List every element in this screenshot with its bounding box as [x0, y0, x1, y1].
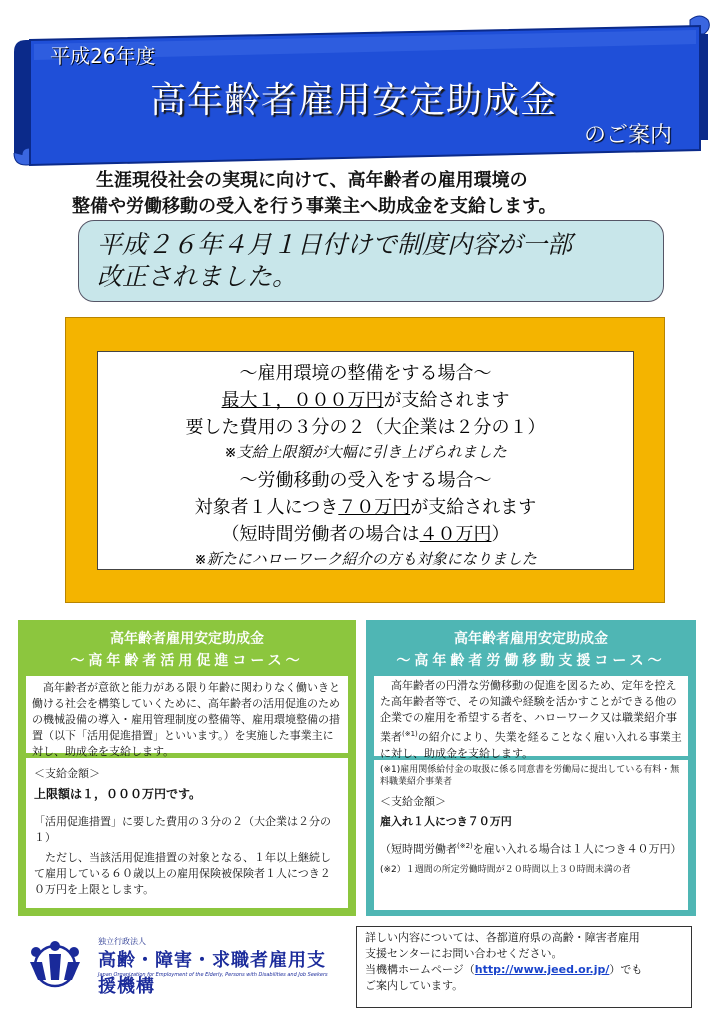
contact-box	[356, 926, 692, 1008]
org-name: 高齢・障害・求職者雇用支援機構	[98, 950, 326, 997]
intro-line-1: 生涯現役社会の実現に向けて、高年齢者の雇用環境の	[96, 170, 528, 191]
env-heading: ～雇用環境の整備をする場合～	[239, 363, 492, 384]
short-amount: ４０万円	[419, 524, 492, 545]
ref-1: (※1)	[402, 730, 418, 738]
right-note-1: (※1)雇用関係給付金の取扱に係る同意書を労働局に提出している有料・無料職業紹介事業者	[380, 765, 680, 787]
right-short-a: （短時間労働者	[380, 842, 457, 856]
fiscal-year: 平成26年度	[50, 44, 156, 68]
left-panel-amount-box	[26, 758, 348, 908]
contact-suffix: ）でも	[609, 963, 643, 976]
move-prefix: 対象者１人につき	[194, 497, 339, 518]
short-prefix: （短時間労働者の場合は	[221, 524, 420, 545]
left-panel-description-box	[26, 676, 348, 758]
right-desc-a: 高年齢者の円滑な労働移動の促進を図るため、定年を控えた高年齢者等で、その知識や経験を活かすことができる他の企業での雇用を希望する者を、ハローワーク又は職業紹介事業者	[380, 679, 677, 744]
move-suffix: が支給されます	[410, 497, 537, 518]
right-panel-description-box	[374, 676, 688, 760]
move-note: ※新たにハローワーク紹介の方も対象になりました	[194, 550, 537, 568]
promotion-course-panel	[18, 620, 356, 916]
right-panel-heading: 高年齢者雇用安定助成金	[454, 631, 608, 647]
org-name-english: Japan Organization for Employment of the Elderly, Persons with Disabilities and Job Seekers	[98, 972, 328, 978]
contact-line-2: 支援センターにお問い合わせください。	[365, 947, 563, 960]
right-panel-description	[380, 678, 682, 762]
contact-line-1: 詳しい内容については、各都道府県の高齢・障害者雇用	[365, 931, 640, 944]
right-amount-value: 雇入れ１人につき７０万円	[380, 815, 512, 828]
move-heading: ～労働移動の受入をする場合～	[239, 470, 492, 491]
page-subtitle: のご案内	[583, 123, 672, 148]
short-suffix: ）	[491, 524, 510, 545]
right-panel-amount-box	[374, 760, 688, 910]
contact-prefix: 当機構ホームページ（	[365, 963, 475, 976]
right-desc-b: の紹介により、失業を経ることなく雇い入れる事業主に対し、助成金を支給します。	[380, 730, 682, 760]
website-link[interactable]: http://www.jeed.or.jp/	[474, 963, 610, 976]
left-condition: ただし、当該活用促進措置の対象となる、１年以上継続して雇用している６０歳以上の雇用保険被保険者１人につき２０万円を上限とします。	[34, 851, 331, 896]
left-panel-heading: 高年齢者雇用安定助成金	[110, 631, 264, 647]
env-max-amount: 最大１，０００万円	[221, 390, 384, 411]
right-short-b: を雇い入れる場合は１人につき４０万円）	[472, 842, 682, 856]
left-amount-label: ＜支給金額＞	[34, 767, 100, 780]
short-amount-line	[98, 521, 633, 548]
right-note-2: (※2）１週間の所定労働時間が２０時間以上３０時間未満の者	[380, 864, 631, 875]
revision-line-1: 平成２６年４月１日付けで制度内容が一部	[97, 230, 573, 259]
revision-line-2: 改正されました。	[97, 262, 298, 291]
people-circle-logo-icon	[26, 940, 84, 988]
left-panel-description: 高年齢者が意欲と能力がある限り年齢に関わりなく働いきと働ける社会を構築していくために、高年齢者の活用促進のための機械設備の導入・雇用管理制度の整備等、雇用環境整備の措置（以下「活用促進措置」といいます。）を実施した事業主に対し、助成金を支給します。	[32, 681, 340, 758]
move-amount-line	[98, 494, 633, 521]
right-short-line	[380, 838, 682, 858]
ref-2: (※2)	[457, 842, 473, 850]
env-ratio: 要した費用の３分の２（大企業は２分の１）	[185, 417, 546, 438]
left-panel-course: ～高年齢者活用促進コース～	[70, 653, 304, 669]
contact-line-3	[365, 962, 683, 978]
left-amount-value: 上限額は１，０００万円です。	[34, 787, 202, 801]
right-panel-course: ～高年齢者労働移動支援コース～	[396, 653, 666, 669]
intro-text	[72, 168, 557, 220]
intro-line-2: 整備や労働移動の受入を行う事業主へ助成金を支給します。	[72, 196, 557, 217]
env-note: ※支給上限額が大幅に引き上げられました	[224, 443, 507, 461]
contact-line-4: ご案内しています。	[365, 979, 464, 992]
organization-block	[22, 932, 342, 997]
env-max-suffix: が支給されます	[383, 390, 510, 411]
revision-callout	[78, 220, 664, 302]
page-title: 高年齢者雇用安定助成金	[150, 80, 558, 121]
env-max-line	[98, 387, 633, 414]
right-amount-label: ＜支給金額＞	[380, 795, 446, 808]
labor-mobility-course-panel	[366, 620, 696, 916]
org-type: 独立行政法人	[98, 937, 146, 946]
amount-summary-box	[97, 351, 634, 570]
move-amount: ７０万円	[338, 497, 411, 518]
left-cost-note: 「活用促進措置」に要した費用の３分の２（大企業は２分の１）	[34, 815, 331, 844]
